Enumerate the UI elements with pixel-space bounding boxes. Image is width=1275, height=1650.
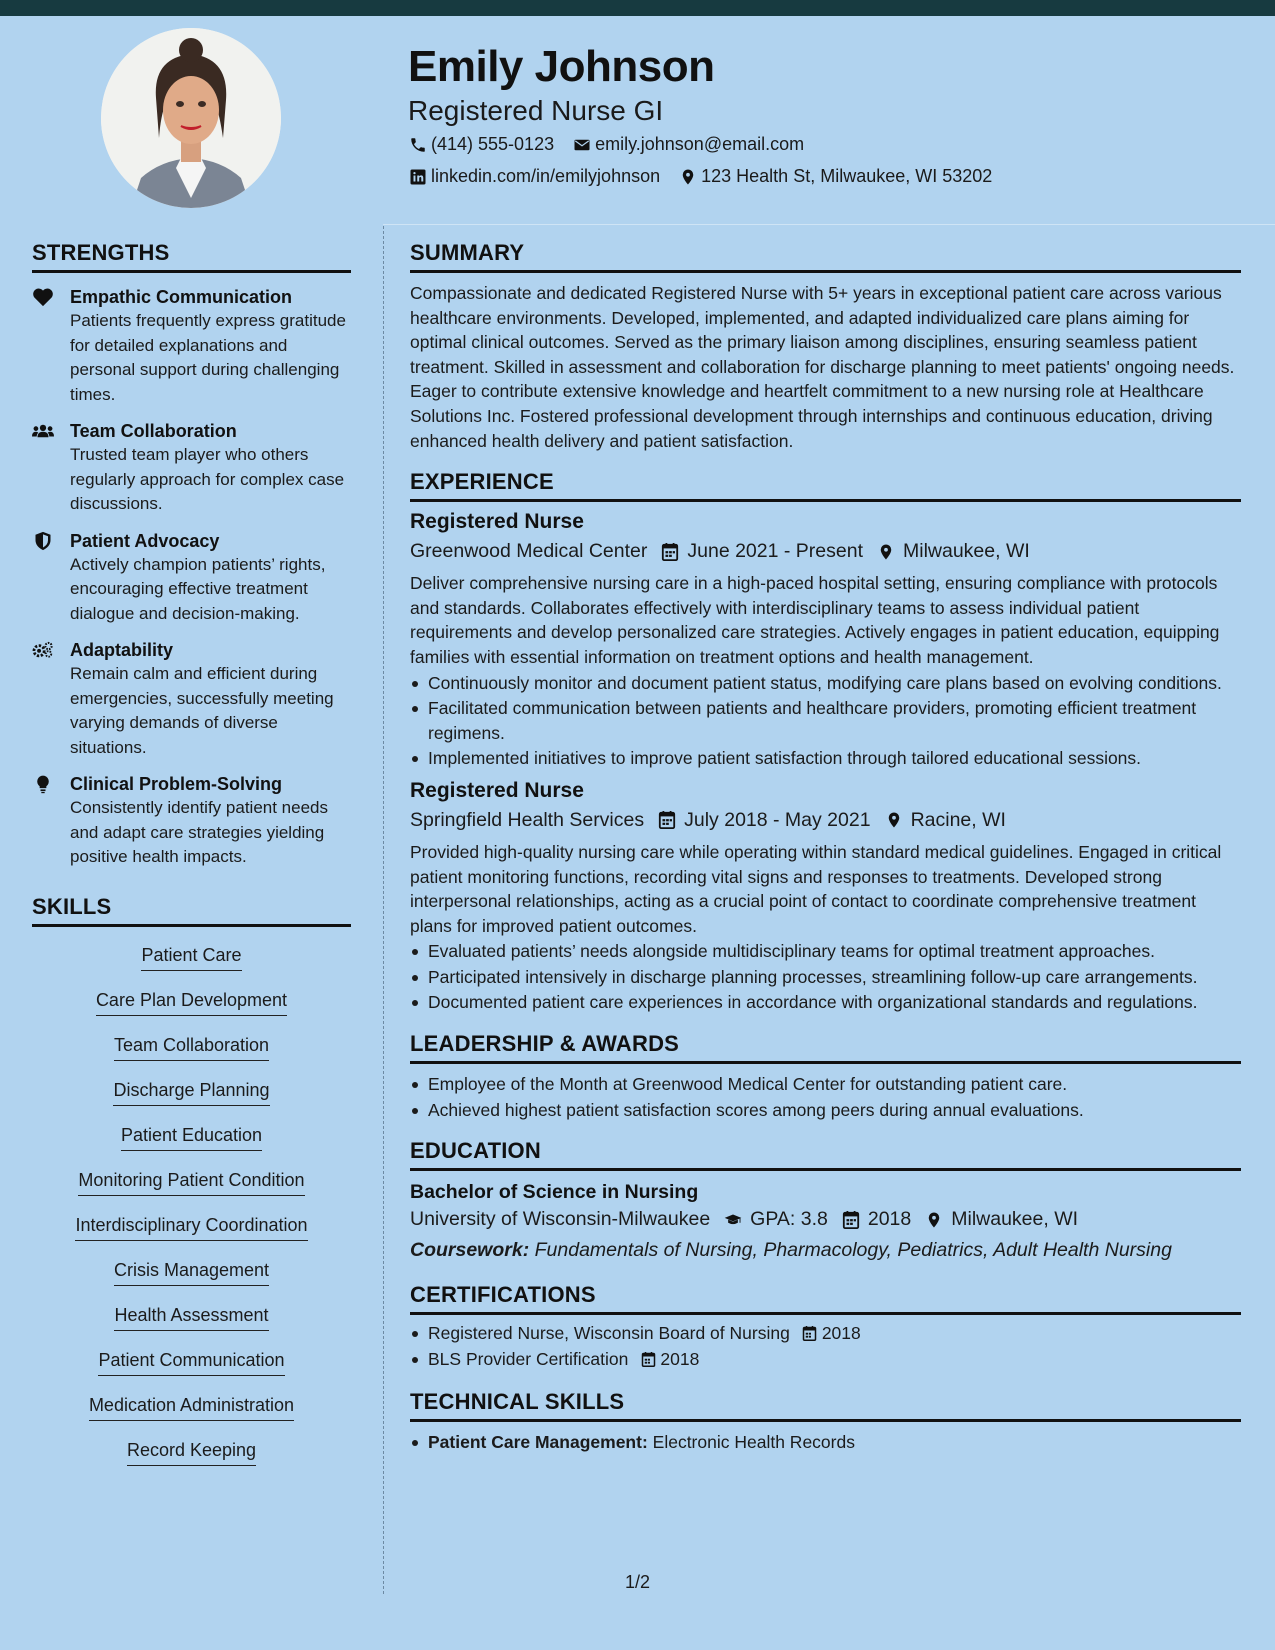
strength-description: Patients frequently express gratitude for detailed explanations and personal support during challenging times.: [70, 311, 346, 404]
list-item: Continuously monitor and document patient status, modifying care plans based on evolving conditions.: [410, 671, 1241, 696]
strength-description: Consistently identify patient needs and adapt care strategies yielding positive health impacts.: [70, 798, 328, 866]
strength-description: Actively champion patients’ rights, encouraging effective treatment dialogue and decision-making.: [70, 554, 326, 623]
skill-label: Monitoring Patient Condition: [78, 1168, 304, 1196]
email-link[interactable]: emily.johnson@email.com: [595, 134, 805, 154]
skill-item: [32, 1393, 351, 1438]
school-name: University of Wisconsin-Milwaukee: [410, 1208, 711, 1231]
contact-row-2: [408, 166, 992, 187]
strength-title: Empathic Communication: [70, 287, 293, 307]
heart-icon: [32, 285, 70, 407]
page-number: 1/2: [625, 1572, 651, 1592]
coursework: [410, 1239, 1241, 1262]
skills-list: [32, 943, 351, 1483]
calendar-icon: [654, 809, 680, 831]
map-pin-icon: [881, 809, 907, 831]
list-item: Facilitated communication between patients and healthcare providers, promoting efficient treatment regimens.: [410, 696, 1241, 745]
education-heading: EDUCATION: [410, 1138, 1241, 1171]
leadership-section: [410, 1031, 1241, 1122]
calendar-icon: [638, 1350, 658, 1368]
skill-item: [32, 1438, 351, 1483]
skill-item: [32, 1348, 351, 1393]
list-item: [410, 1321, 1241, 1346]
job-bullets: [410, 671, 1241, 771]
gears-icon: [32, 638, 70, 760]
company-name: Springfield Health Services: [410, 808, 645, 831]
technical-skills-section: [410, 1389, 1241, 1455]
map-pin-icon: [678, 167, 698, 187]
graduation-cap-icon: [720, 1209, 746, 1231]
certification-name: BLS Provider Certification: [428, 1348, 629, 1369]
list-item: Evaluated patients’ needs alongside multidisciplinary teams for optimal treatment approaches.: [410, 939, 1241, 964]
right-column: [410, 240, 1241, 1456]
skill-item: [32, 1033, 351, 1078]
phone-number: (414) 555-0123: [431, 134, 555, 154]
skill-label: Patient Care: [141, 943, 241, 971]
job-dates: July 2018 - May 2021: [684, 808, 871, 831]
skill-item: [32, 1078, 351, 1123]
skill-item: [32, 1123, 351, 1168]
profile-photo: [101, 28, 281, 208]
experience-section: [410, 469, 1241, 1015]
skill-label: Record Keeping: [127, 1438, 256, 1466]
skill-label: Care Plan Development: [96, 988, 287, 1016]
leadership-heading: LEADERSHIP & AWARDS: [410, 1031, 1241, 1064]
strength-item: [32, 638, 351, 760]
strength-description: Remain calm and efficient during emergencies, successfully meeting varying demands of diverse situations.: [70, 664, 334, 757]
coursework-list: Fundamentals of Nursing, Pharmacology, Pediatrics, Adult Health Nursing: [534, 1239, 1172, 1262]
skills-heading: SKILLS: [32, 894, 351, 927]
certifications-list: [410, 1321, 1241, 1371]
address: 123 Health St, Milwaukee, WI 53202: [701, 166, 993, 186]
strength-item: [32, 419, 351, 517]
experience-heading: EXPERIENCE: [410, 469, 1241, 502]
job-meta: [410, 809, 1241, 832]
strength-title: Adaptability: [70, 640, 174, 660]
list-item: Employee of the Month at Greenwood Medical Center for outstanding patient care.: [410, 1072, 1241, 1097]
gpa: GPA: 3.8: [750, 1208, 828, 1231]
strength-item: [32, 772, 351, 870]
school-location: Milwaukee, WI: [951, 1208, 1079, 1231]
list-item: Documented patient care experiences in accordance with organizational standards and regulations.: [410, 990, 1241, 1015]
users-icon: [32, 419, 70, 517]
linkedin-icon: [408, 167, 428, 187]
envelope-icon: [572, 135, 592, 155]
job-entry: [410, 510, 1241, 771]
job-dates: June 2021 - Present: [687, 540, 863, 563]
strength-description: Trusted team player who others regularly approach for complex case discussions.: [70, 445, 345, 513]
job-bullets: [410, 939, 1241, 1015]
strength-title: Patient Advocacy: [70, 530, 220, 551]
strength-title: Team Collaboration: [70, 421, 237, 441]
skill-label: Crisis Management: [114, 1258, 269, 1286]
company-name: Greenwood Medical Center: [410, 540, 648, 563]
job-meta: [410, 540, 1241, 563]
strength-item: [32, 285, 351, 407]
skill-item: [32, 943, 351, 988]
candidate-title: Registered Nurse GI: [408, 95, 664, 126]
list-item: Achieved highest patient satisfaction scores among peers during annual evaluations.: [410, 1098, 1241, 1123]
certification-year: 2018: [660, 1348, 700, 1369]
map-pin-icon: [873, 541, 899, 563]
technical-skill-label: Patient Care Management:: [428, 1432, 648, 1453]
top-bar: [0, 0, 1275, 16]
shield-icon: [32, 529, 70, 627]
strengths-heading: STRENGTHS: [32, 240, 351, 273]
summary-heading: SUMMARY: [410, 240, 1241, 273]
calendar-icon: [800, 1325, 820, 1343]
contact-row-1: [408, 134, 804, 155]
map-pin-icon: [921, 1209, 947, 1231]
skill-item: [32, 1213, 351, 1258]
strength-item: [32, 529, 351, 627]
summary-text: Compassionate and dedicated Registered Nurse with 5+ years in exceptional patient care across various healthcare environments. Developed, implemented, and adapted individualized care plans aiming for optimal clinical outcomes. Served as the primary liaison among disciplines, ensuring seamless patient treatment. Skilled in assessment and collaboration for discharge planning to meet patients' ongoing needs. Eager to contribute extensive knowledge and heartfelt commitment to a new nursing role at Healthcare Solutions Inc. Fostered professional development through internships and continuous education, driving enhanced health delivery and patient satisfaction.: [410, 283, 1235, 451]
job-title: Registered Nurse: [410, 778, 584, 802]
job-entry: [410, 779, 1241, 1015]
list-item: [410, 1430, 1241, 1455]
graduation-year: 2018: [867, 1208, 912, 1231]
candidate-name: Emily Johnson: [408, 42, 715, 91]
skill-label: Patient Communication: [98, 1348, 284, 1376]
header-divider: [383, 224, 1275, 225]
skill-label: Patient Education: [121, 1123, 262, 1151]
skill-label: Interdisciplinary Coordination: [75, 1213, 307, 1241]
education-section: [410, 1138, 1241, 1262]
coursework-label: Coursework:: [410, 1239, 530, 1262]
skill-label: Team Collaboration: [114, 1033, 269, 1061]
job-description: Provided high-quality nursing care while operating within standard medical guidelines. Engaged in critical patient monitoring functions, recording vital signs and responses to treatments. Developed strong interpersonal relationships, acting as a crucial point of contact to coordinate comprehensive treatment plans for improved patient outcomes.: [410, 841, 1222, 936]
calendar-icon: [838, 1209, 864, 1231]
linkedin-link[interactable]: linkedin.com/in/emilyjohnson: [431, 166, 661, 186]
left-column: [32, 240, 351, 1483]
list-item: Participated intensively in discharge planning processes, streamlining follow-up care arrangements.: [410, 965, 1241, 990]
skill-label: Health Assessment: [114, 1303, 268, 1331]
strengths-list: [32, 285, 351, 870]
skill-item: [32, 988, 351, 1033]
certification-year: 2018: [821, 1323, 861, 1344]
strength-title: Clinical Problem-Solving: [70, 774, 283, 794]
calendar-icon: [657, 541, 683, 563]
certification-name: Registered Nurse, Wisconsin Board of Nursing: [428, 1323, 790, 1344]
certifications-heading: CERTIFICATIONS: [410, 1282, 1241, 1315]
lightbulb-icon: [32, 772, 70, 870]
column-divider: [383, 226, 384, 1594]
phone-icon: [408, 135, 428, 155]
skill-item: [32, 1168, 351, 1213]
skill-item: [32, 1258, 351, 1303]
job-location: Racine, WI: [910, 808, 1006, 831]
education-meta: [410, 1208, 1241, 1231]
certifications-section: [410, 1282, 1241, 1371]
technical-skills-heading: TECHNICAL SKILLS: [410, 1389, 1241, 1422]
skill-label: Medication Administration: [89, 1393, 294, 1421]
skill-label: Discharge Planning: [113, 1078, 269, 1106]
technical-skill-value: Electronic Health Records: [652, 1432, 855, 1453]
technical-skills-list: [410, 1430, 1241, 1455]
skill-item: [32, 1303, 351, 1348]
degree-title: Bachelor of Science in Nursing: [410, 1181, 699, 1204]
job-location: Milwaukee, WI: [903, 540, 1030, 563]
job-description: Deliver comprehensive nursing care in a high-paced hospital setting, ensuring compliance with protocols and standards. Collaborates effectively with interdisciplinary teams to assess individual patient requirements and develop personalized care strategies. Actively engages in patient education, equipping families with essential information on treatment options and health management.: [410, 573, 1220, 667]
list-item: Implemented initiatives to improve patient satisfaction through tailored educational sessions.: [410, 746, 1241, 771]
list-item: [410, 1347, 1241, 1372]
job-title: Registered Nurse: [410, 510, 584, 534]
leadership-list: [410, 1072, 1241, 1122]
